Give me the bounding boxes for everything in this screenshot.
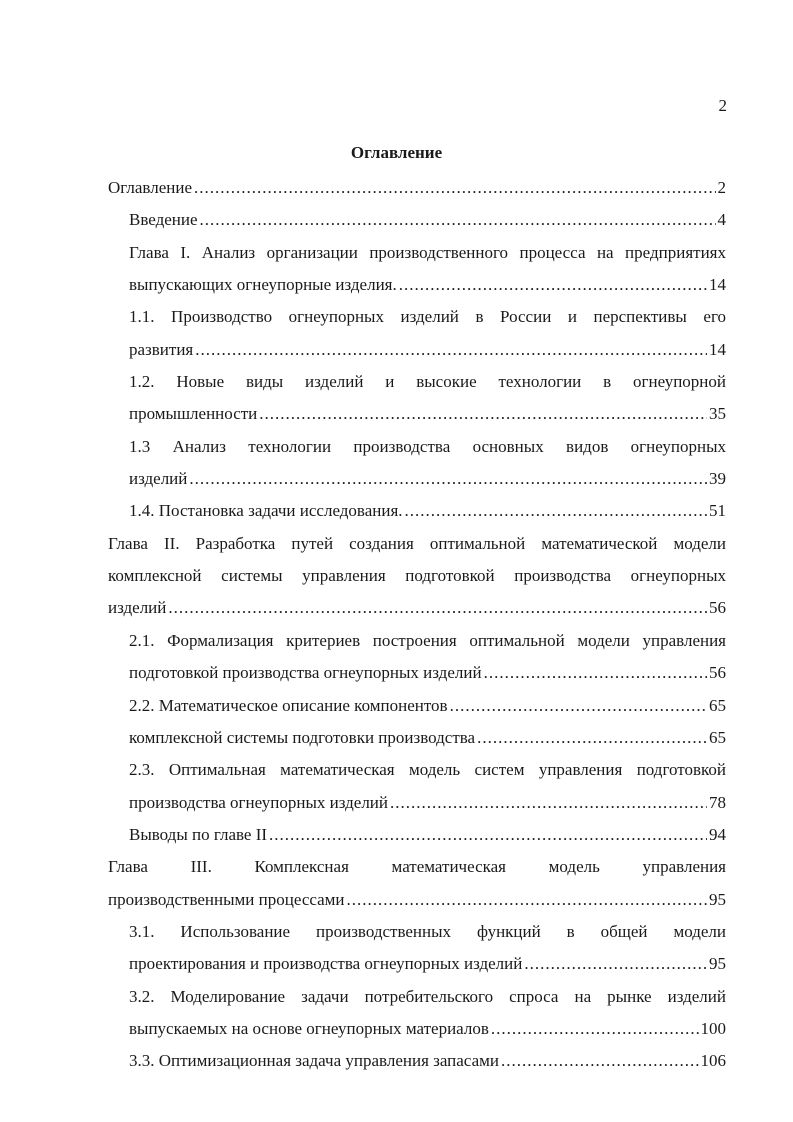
toc-line <box>108 722 726 754</box>
toc-page-number: 65 <box>709 695 726 715</box>
toc-entry-text: Глава III. Комплексная математическая модель управления <box>108 857 726 877</box>
toc-entry-text: производства огнеупорных изделий <box>129 792 388 812</box>
toc-entry-text: Оглавление <box>108 178 192 197</box>
toc-entry-text: 2.1. Формализация критериев построения оптимальной модели управления <box>129 630 726 650</box>
toc-entry-text: комплексной системы управления подготовкой производства огнеупорных <box>108 566 726 586</box>
toc-entry <box>108 528 726 625</box>
toc-entry-text: изделий <box>108 598 167 618</box>
dot-leader <box>168 592 707 624</box>
toc-line <box>108 334 726 366</box>
toc-entry-text: развития <box>129 339 194 359</box>
toc-entry <box>108 851 726 916</box>
toc-entry-text: 3.2. Моделирование задачи потребительского спроса на рынке изделий <box>129 986 726 1006</box>
dot-leader <box>399 269 707 301</box>
toc-entry <box>108 431 726 496</box>
toc-entry-text: 1.3 Анализ технологии производства основных видов огнеупорных <box>129 436 726 456</box>
toc-entry <box>108 916 726 981</box>
dot-leader <box>347 884 707 916</box>
dot-leader <box>501 1045 699 1077</box>
toc-page-number: 51 <box>709 501 726 521</box>
toc-page-number: 56 <box>709 598 726 618</box>
toc-entry-text: Введение <box>129 210 198 230</box>
toc-entry <box>108 366 726 431</box>
toc-entry-text: 2.3. Оптимальная математическая модель систем управления подготовкой <box>129 760 726 780</box>
toc-entry <box>108 690 726 722</box>
toc-page-number: 14 <box>709 339 726 359</box>
toc-line <box>108 172 726 204</box>
toc-entry <box>108 172 726 204</box>
toc-entry <box>108 625 726 690</box>
toc-line <box>108 1045 726 1077</box>
toc-entry <box>108 1045 726 1077</box>
toc-page-number: 4 <box>717 210 726 230</box>
toc-entry-text: проектирования и производства огнеупорных изделий <box>129 954 523 974</box>
toc-entry-text: выпускаемых на основе огнеупорных материалов <box>129 1018 489 1038</box>
toc-entry-text: подготовкой производства огнеупорных изделий <box>129 663 482 683</box>
toc-entry-text: промышленности <box>129 404 258 424</box>
toc-entry <box>108 754 726 819</box>
toc-page-number: 14 <box>709 275 726 295</box>
toc-line <box>108 592 726 624</box>
toc-entry <box>108 722 726 754</box>
dot-leader <box>195 334 707 366</box>
dot-leader <box>405 495 707 527</box>
toc-page-number: 94 <box>709 824 726 844</box>
dot-leader <box>194 172 716 204</box>
toc-entry-text: 1.4. Постановка задачи исследования. <box>129 501 403 521</box>
toc-line <box>108 269 726 301</box>
toc-page-number: 35 <box>709 404 726 424</box>
toc-line <box>108 398 726 430</box>
dot-leader <box>269 819 707 851</box>
toc-entry <box>108 204 726 236</box>
toc-entry <box>108 819 726 851</box>
toc-line <box>108 884 726 916</box>
dot-leader <box>477 722 707 754</box>
toc-entry <box>108 981 726 1046</box>
toc-entry <box>108 237 726 302</box>
dot-leader <box>189 463 707 495</box>
toc-page-number: 65 <box>709 727 726 747</box>
toc-entry-text: комплексной системы подготовки производства <box>129 727 476 747</box>
toc-line <box>108 657 726 689</box>
table-of-contents <box>108 172 726 1078</box>
toc-entry-text: Глава I. Анализ организации производственного процесса на предприятиях <box>129 242 726 262</box>
toc-entry-text: производственными процессами <box>108 889 345 909</box>
toc-line <box>108 204 726 236</box>
toc-entry-text: Выводы по главе II <box>129 824 268 844</box>
toc-entry <box>108 301 726 366</box>
dot-leader <box>390 787 707 819</box>
toc-entry-text: 2.2. Математическое описание компонентов <box>129 695 448 715</box>
toc-line <box>108 463 726 495</box>
toc-entry <box>108 495 726 527</box>
toc-page-number: 2 <box>717 178 726 197</box>
toc-line <box>108 819 726 851</box>
dot-leader <box>524 948 707 980</box>
toc-entry-text: Глава II. Разработка путей создания оптимальной математической модели <box>108 533 726 553</box>
toc-page-number: 100 <box>700 1018 726 1038</box>
toc-line <box>108 948 726 980</box>
dot-leader <box>259 398 707 430</box>
dot-leader <box>491 1013 699 1045</box>
toc-line <box>108 495 726 527</box>
dot-leader <box>450 690 707 722</box>
toc-entry-text: 1.2. Новые виды изделий и высокие технологии в огнеупорной <box>129 372 726 392</box>
toc-page-number: 95 <box>709 954 726 974</box>
dot-leader <box>484 657 707 689</box>
toc-page-number: 78 <box>709 792 726 812</box>
toc-page-number: 39 <box>709 469 726 489</box>
toc-page-number: 106 <box>700 1051 726 1071</box>
toc-entry-text: 3.3. Оптимизационная задача управления запасами <box>129 1051 499 1071</box>
toc-entry-text: 3.1. Использование производственных функций в общей модели <box>129 921 726 941</box>
toc-entry-text: изделий <box>129 469 188 489</box>
toc-entry-text: 1.1. Производство огнеупорных изделий в России и перспективы его <box>129 307 726 327</box>
toc-line <box>108 787 726 819</box>
page-number: 2 <box>718 96 727 115</box>
toc-line <box>108 690 726 722</box>
toc-line <box>108 1013 726 1045</box>
toc-page-number: 95 <box>709 889 726 909</box>
toc-entry-text: выпускающих огнеупорные изделия. <box>129 275 397 295</box>
toc-title: Оглавление <box>350 143 443 162</box>
dot-leader <box>200 204 716 236</box>
toc-page-number: 56 <box>709 663 726 683</box>
